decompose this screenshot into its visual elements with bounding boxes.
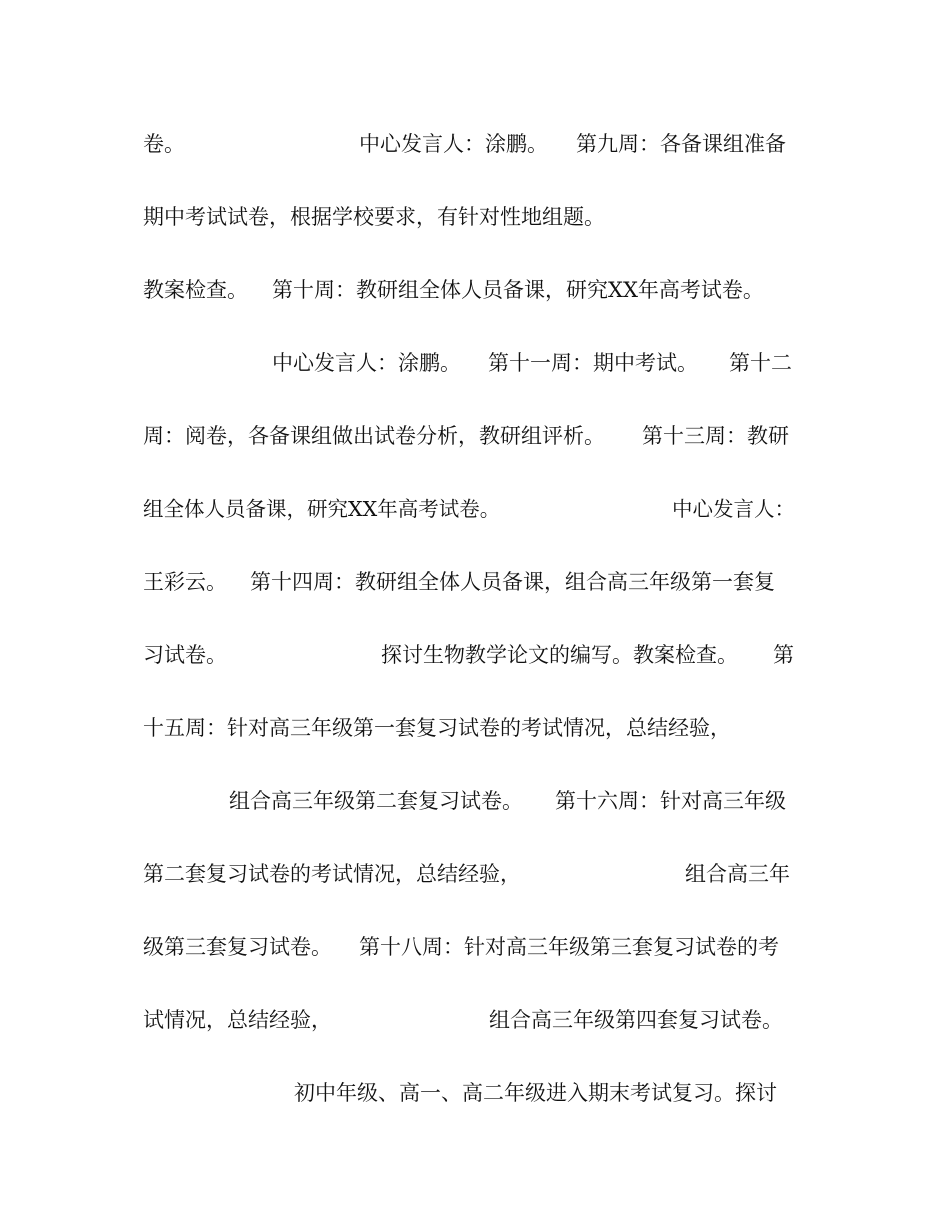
text-segment: 组合高三年级第四套复习试卷。: [489, 1008, 783, 1032]
text-line: [143, 201, 795, 233]
text-segment: 第十四周：教研组全体人员备课，组合高三年级第一套复: [250, 570, 775, 594]
text-line: [143, 493, 795, 525]
text-line: [143, 785, 795, 817]
text-segment: 王彩云。: [143, 570, 227, 594]
text-line: [143, 566, 795, 598]
text-line: [143, 128, 795, 160]
text-line: [143, 1077, 795, 1109]
text-segment: 初中年级、高一、高二年级进入期末考试复习。探讨: [294, 1081, 777, 1105]
text-line: [143, 347, 795, 379]
text-segment: 探讨生物教学论文的编写。教案检查。: [381, 643, 738, 667]
text-segment: 习试卷。: [143, 643, 227, 667]
text-segment: 第十八周：针对高三年级第三套复习试卷的考: [359, 935, 779, 959]
text-line: [143, 420, 795, 452]
text-segment: 周：阅卷，各备课组做出试卷分析，教研组评析。: [143, 424, 605, 448]
text-segment: 中心发言人：涂鹏。: [272, 351, 461, 375]
text-line: [143, 858, 795, 890]
text-segment: 中心发言人：涂鹏。: [359, 132, 548, 156]
text-segment: 第二套复习试卷的考试情况，总结经验，: [143, 862, 521, 886]
text-line: [143, 639, 795, 671]
text-segment: 十五周：针对高三年级第一套复习试卷的考试情况，总结经验，: [143, 716, 731, 740]
text-line: [143, 712, 795, 744]
text-segment: 第十三周：教研: [642, 424, 789, 448]
text-line: [143, 1004, 795, 1036]
text-line: [143, 931, 795, 963]
text-segment: 第十周：教研组全体人员备课，研究XX年高考试卷。: [272, 278, 764, 302]
text-segment: 第: [773, 643, 794, 667]
text-segment: 教案检查。: [143, 278, 248, 302]
text-segment: 卷。: [143, 132, 185, 156]
text-segment: 级第三套复习试卷。: [143, 935, 332, 959]
text-segment: 第九周：各备课组准备: [576, 132, 786, 156]
text-segment: 第十二: [729, 351, 792, 375]
text-segment: 期中考试试卷，根据学校要求，有针对性地组题。: [143, 205, 605, 229]
text-segment: 中心发言人：: [672, 497, 795, 521]
text-segment: 组全体人员备课，研究XX年高考试卷。: [143, 497, 501, 521]
text-segment: 第十一周：期中考试。: [488, 351, 698, 375]
text-segment: 组合高三年: [685, 862, 790, 886]
text-segment: 组合高三年级第二套复习试卷。: [229, 789, 523, 813]
text-segment: 试情况，总结经验，: [143, 1008, 332, 1032]
text-segment: 第十六周：针对高三年级: [555, 789, 786, 813]
text-line: [143, 274, 795, 306]
